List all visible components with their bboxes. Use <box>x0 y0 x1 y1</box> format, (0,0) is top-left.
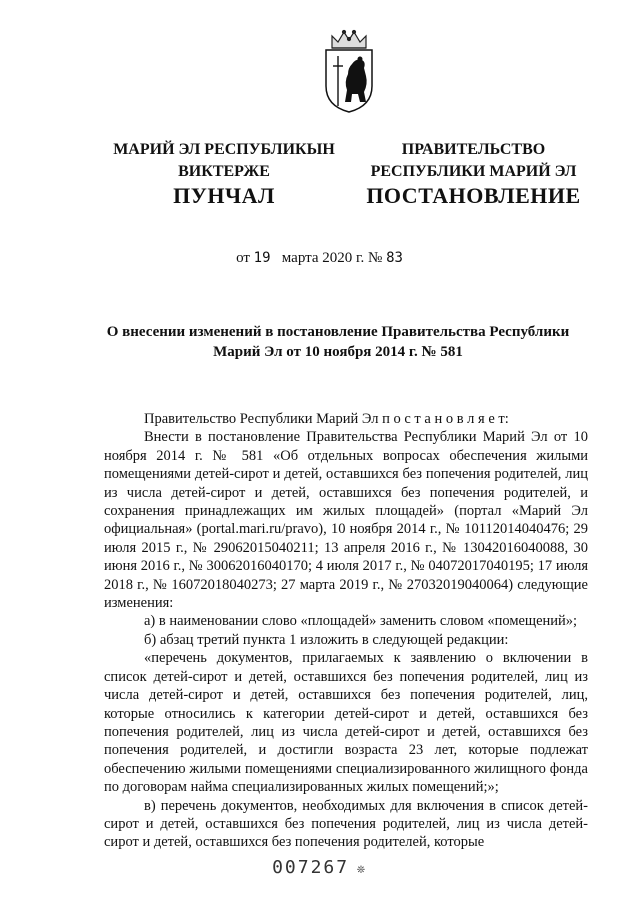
title-line1: О внесении изменений в постановление Правительства Республики <box>106 324 570 340</box>
date-prefix: от <box>236 250 250 266</box>
header-left-title <box>100 139 348 183</box>
coat-of-arms-emblem <box>318 28 380 114</box>
paragraph-resolves: Правительство Республики Марий Эл п о с т а н о в л я е т: <box>144 411 509 427</box>
doc-type-russian: ПОСТАНОВЛЕНИЕ <box>366 183 581 208</box>
paragraph-item-a: а) в наименовании слово «площадей» заменить словом «помещений»; <box>144 613 578 630</box>
paragraph-item-b: б) абзац третий пункта 1 изложить в следующей редакции: <box>144 631 509 648</box>
serial-stamp <box>0 857 639 878</box>
paragraph-item-c: в) перечень документов, необходимых для включения в список детей-сирот и детей, оставшихся без попечения родителей, лиц из числа детей-сирот и детей, оставшихся без попечения родителей, которые <box>104 797 588 851</box>
document-body <box>104 410 588 852</box>
header-right-title <box>356 139 591 183</box>
header-left-line2: ВИКТЕРЖЕ <box>178 163 270 180</box>
date-line <box>0 250 639 267</box>
header-left-line1: МАРИЙ ЭЛ РЕСПУБЛИКЫН <box>113 141 335 158</box>
paragraph-amendment: Внести в постановление Правительства Республики Марий Эл от 10 ноября 2014 г. № 581 «Об отдельных вопросах обеспечения жилыми помещениями детей-сирот и детей, оставшихся без попечения родителей, лиц из числа детей-сирот и детей, оставшихся без попечения родителей, и сохранения принадлежащих им жилых площадей» (портал «Марий Эл официальная» (portal.mari.ru/pravo), 10 ноября 2014 г., № 10112014040476; 29 июля 2015 г., № 29062015040211; 13 апреля 2016 г., № 13042016040088, 30 июня 2016 г., № 30062016040170; 4 июля 2017 г., № 04072017040195; 17 июля 2018 г., № 16072018040273; 27 марта 2019 г., № 27032019040064) следующие изменения: <box>104 429 588 612</box>
date-month-year: марта 2020 г. № <box>281 250 383 266</box>
document-title <box>88 322 588 362</box>
serial-number: 007267 <box>272 857 350 878</box>
crown-icon <box>332 31 366 49</box>
header-right-line2: РЕСПУБЛИКИ МАРИЙ ЭЛ <box>370 163 577 180</box>
date-day: 19 <box>253 250 271 266</box>
stamp-mark-icon: ❊ <box>357 862 367 877</box>
title-line2: Марий Эл от 10 ноября 2014 г. № 581 <box>213 344 463 360</box>
doc-type-mari: ПУНЧАЛ <box>173 183 275 208</box>
document-number: 83 <box>386 250 403 266</box>
header-right-line1: ПРАВИТЕЛЬСТВО <box>401 141 546 158</box>
paragraph-quoted-list: «перечень документов, прилагаемых к заявлению о включении в список детей-сирот и детей, оставшихся без попечения родителей, лиц из числа детей-сирот и детей, оставшихся без попечения родителей, лиц, которые относились к категории детей-сирот и детей, оставшихся без попечения родителей, лиц из числа детей-сирот и детей, оставшихся без попечения родителей, и достигли возраста 23 лет, которые подлежат обеспечению жилыми помещениями специализированного жилищного фонда по договорам найма специализированных жилых помещений;»; <box>104 650 588 796</box>
